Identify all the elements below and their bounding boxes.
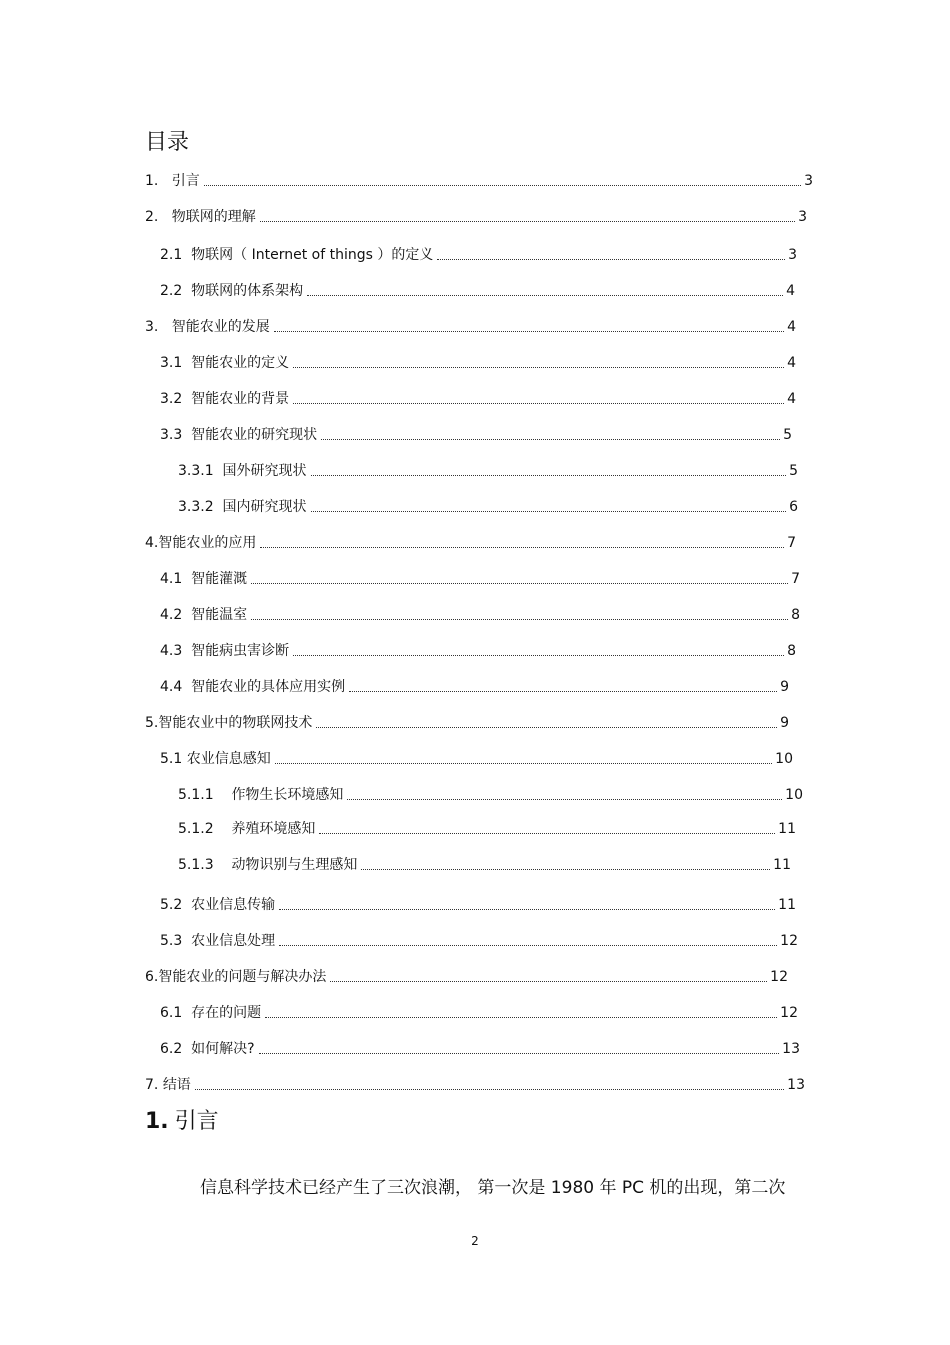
toc-entry-page: 11 <box>778 821 796 837</box>
toc-leader-dots <box>279 945 777 946</box>
toc-entry-number: 5.1.2 <box>178 821 232 837</box>
toc-entry[interactable] <box>160 568 800 588</box>
toc-leader-dots <box>204 185 801 186</box>
toc-entry-label: 智能农业的定义 <box>191 355 290 371</box>
toc-entry-label: 农业信息感知 <box>186 751 271 767</box>
toc-entry-page: 11 <box>778 897 796 913</box>
toc-entry[interactable] <box>160 1002 798 1022</box>
toc-entry-label: 存在的问题 <box>191 1005 262 1021</box>
toc-entry-label: 智能农业中的物联网技术 <box>158 715 313 731</box>
toc-leader-dots <box>195 1089 784 1090</box>
toc-leader-dots <box>311 511 787 512</box>
toc-leader-dots <box>307 295 783 296</box>
toc-entry-label: 国内研究现状 <box>222 499 307 515</box>
toc-entry[interactable] <box>160 930 798 950</box>
toc-entry-page: 6 <box>789 499 798 515</box>
toc-leader-dots <box>275 763 772 764</box>
section-heading <box>145 1107 219 1137</box>
body-paragraph: 信息科学技术已经产生了三次浪潮， 第一次是 1980 年 PC 机的出现，第二次 <box>200 1178 786 1198</box>
toc-leader-dots <box>293 367 784 368</box>
toc-entry-number: 2.1 <box>160 247 192 263</box>
toc-entry-number: 7. <box>145 1077 163 1093</box>
toc-leader-dots <box>437 259 785 260</box>
toc-entry-page: 7 <box>791 571 800 587</box>
toc-entry[interactable] <box>160 748 793 768</box>
toc-entry-number: 3.3.1 <box>178 463 223 479</box>
toc-entry-page: 11 <box>773 857 791 873</box>
toc-entry[interactable] <box>145 170 813 190</box>
toc-entry[interactable] <box>145 1074 805 1094</box>
toc-entry-label: 引言 <box>171 173 200 189</box>
toc-entry-label: 智能农业的应用 <box>158 535 257 551</box>
toc-leader-dots <box>260 547 784 548</box>
toc-entry-label: 结语 <box>162 1077 191 1093</box>
toc-entry-number: 3.3 <box>160 427 192 443</box>
toc-entry[interactable] <box>145 712 789 732</box>
toc-entry-page: 9 <box>780 679 789 695</box>
toc-entry-number: 2.2 <box>160 283 192 299</box>
toc-entry-page: 10 <box>785 787 803 803</box>
toc-entry-page: 8 <box>791 607 800 623</box>
toc-leader-dots <box>274 331 784 332</box>
toc-entry[interactable] <box>178 818 796 838</box>
toc-entry-label: 物联网的理解 <box>171 209 256 225</box>
toc-entry-page: 4 <box>787 391 796 407</box>
toc-entry-number: 5.1.1 <box>178 787 232 803</box>
toc-entry-label: 国外研究现状 <box>222 463 307 479</box>
section-title: 引言 <box>174 1109 219 1134</box>
toc-entry-number: 5.1 <box>160 751 187 767</box>
toc-entry-page: 12 <box>780 933 798 949</box>
toc-leader-dots <box>260 221 795 222</box>
toc-entry-label: 智能农业的问题与解决办法 <box>158 969 327 985</box>
toc-entry-page: 3 <box>804 173 813 189</box>
toc-entry-label: 动物识别与生理感知 <box>231 857 358 873</box>
toc-entry[interactable] <box>160 1038 800 1058</box>
toc-entry-label: 智能灌溉 <box>191 571 248 587</box>
toc-entry-label: 如何解决? <box>191 1041 255 1057</box>
toc-entry-page: 3 <box>788 247 797 263</box>
toc-entry-number: 3. <box>145 319 172 335</box>
toc-leader-dots <box>319 833 775 834</box>
toc-entry-label: 农业信息处理 <box>191 933 276 949</box>
toc-leader-dots <box>279 909 775 910</box>
toc-leader-dots <box>361 869 770 870</box>
toc-entry[interactable] <box>160 388 796 408</box>
toc-entry-page: 8 <box>787 643 796 659</box>
toc-entry-label: 智能农业的背景 <box>191 391 290 407</box>
toc-entry[interactable] <box>160 280 795 300</box>
toc-entry-label: 养殖环境感知 <box>231 821 316 837</box>
toc-entry[interactable] <box>160 244 797 264</box>
toc-entry[interactable] <box>178 460 798 480</box>
toc-entry[interactable] <box>160 604 800 624</box>
toc-leader-dots <box>311 475 787 476</box>
toc-leader-dots <box>316 727 777 728</box>
toc-leader-dots <box>347 799 782 800</box>
toc-leader-dots <box>293 403 784 404</box>
toc-entry-label: 智能温室 <box>191 607 248 623</box>
toc-entry-page: 10 <box>775 751 793 767</box>
toc-leader-dots <box>293 655 784 656</box>
toc-entry-page: 13 <box>787 1077 805 1093</box>
toc-entry-number: 6.1 <box>160 1005 192 1021</box>
toc-leader-dots <box>265 1017 777 1018</box>
toc-entry[interactable] <box>160 640 796 660</box>
toc-entry-number: 4.3 <box>160 643 192 659</box>
toc-entry[interactable] <box>178 496 798 516</box>
toc-entry-number: 4.4 <box>160 679 192 695</box>
toc-entry[interactable] <box>145 532 796 552</box>
toc-leader-dots <box>321 439 780 440</box>
toc-entry[interactable] <box>160 424 792 444</box>
toc-leader-dots <box>251 583 788 584</box>
toc-entry-number: 4. <box>145 535 159 551</box>
toc-entry-number: 4.2 <box>160 607 192 623</box>
toc-entry-label: 物联网的体系架构 <box>191 283 304 299</box>
toc-entry-page: 4 <box>786 283 795 299</box>
toc-entry[interactable] <box>178 784 803 804</box>
toc-entry-number: 2. <box>145 209 172 225</box>
toc-entry-label: 智能农业的研究现状 <box>191 427 318 443</box>
toc-entry-number: 5.3 <box>160 933 192 949</box>
toc-entry-label: 智能病虫害诊断 <box>191 643 290 659</box>
toc-entry[interactable] <box>145 966 788 986</box>
toc-entry-number: 3.1 <box>160 355 192 371</box>
toc-entry-page: 4 <box>787 355 796 371</box>
toc-entry[interactable] <box>145 316 796 336</box>
toc-leader-dots <box>251 619 788 620</box>
toc-entry-page: 12 <box>770 969 788 985</box>
toc-entry-number: 6. <box>145 969 159 985</box>
toc-title: 目录 <box>145 130 190 155</box>
toc-entry-page: 7 <box>787 535 796 551</box>
toc-entry-page: 5 <box>789 463 798 479</box>
section-number: 1. <box>145 1109 169 1134</box>
toc-entry-number: 5.1.3 <box>178 857 232 873</box>
toc-entry[interactable] <box>178 854 791 874</box>
toc-entry[interactable] <box>160 894 796 914</box>
toc-entry-page: 5 <box>783 427 792 443</box>
toc-entry-label: 农业信息传输 <box>191 897 276 913</box>
toc-entry-number: 5. <box>145 715 159 731</box>
toc-entry-label: 智能农业的发展 <box>171 319 270 335</box>
toc-entry-number: 4.1 <box>160 571 192 587</box>
toc-entry-number: 1. <box>145 173 172 189</box>
page-number: 2 <box>471 1234 479 1248</box>
toc-entry-page: 9 <box>780 715 789 731</box>
toc-entry-label: 物联网（ Internet of things ）的定义 <box>191 247 434 263</box>
toc-entry-label: 作物生长环境感知 <box>231 787 344 803</box>
toc-entry[interactable] <box>145 206 807 226</box>
toc-entry-page: 3 <box>798 209 807 225</box>
toc-entry-number: 3.3.2 <box>178 499 223 515</box>
toc-entry[interactable] <box>160 352 796 372</box>
toc-entry-page: 13 <box>782 1041 800 1057</box>
toc-leader-dots <box>259 1053 780 1054</box>
toc-leader-dots <box>330 981 767 982</box>
toc-entry-page: 12 <box>780 1005 798 1021</box>
toc-entry-label: 智能农业的具体应用实例 <box>191 679 346 695</box>
toc-entry-page: 4 <box>787 319 796 335</box>
toc-entry-number: 3.2 <box>160 391 192 407</box>
toc-entry-number: 5.2 <box>160 897 192 913</box>
toc-entry[interactable] <box>160 676 789 696</box>
toc-leader-dots <box>349 691 777 692</box>
toc-entry-number: 6.2 <box>160 1041 192 1057</box>
